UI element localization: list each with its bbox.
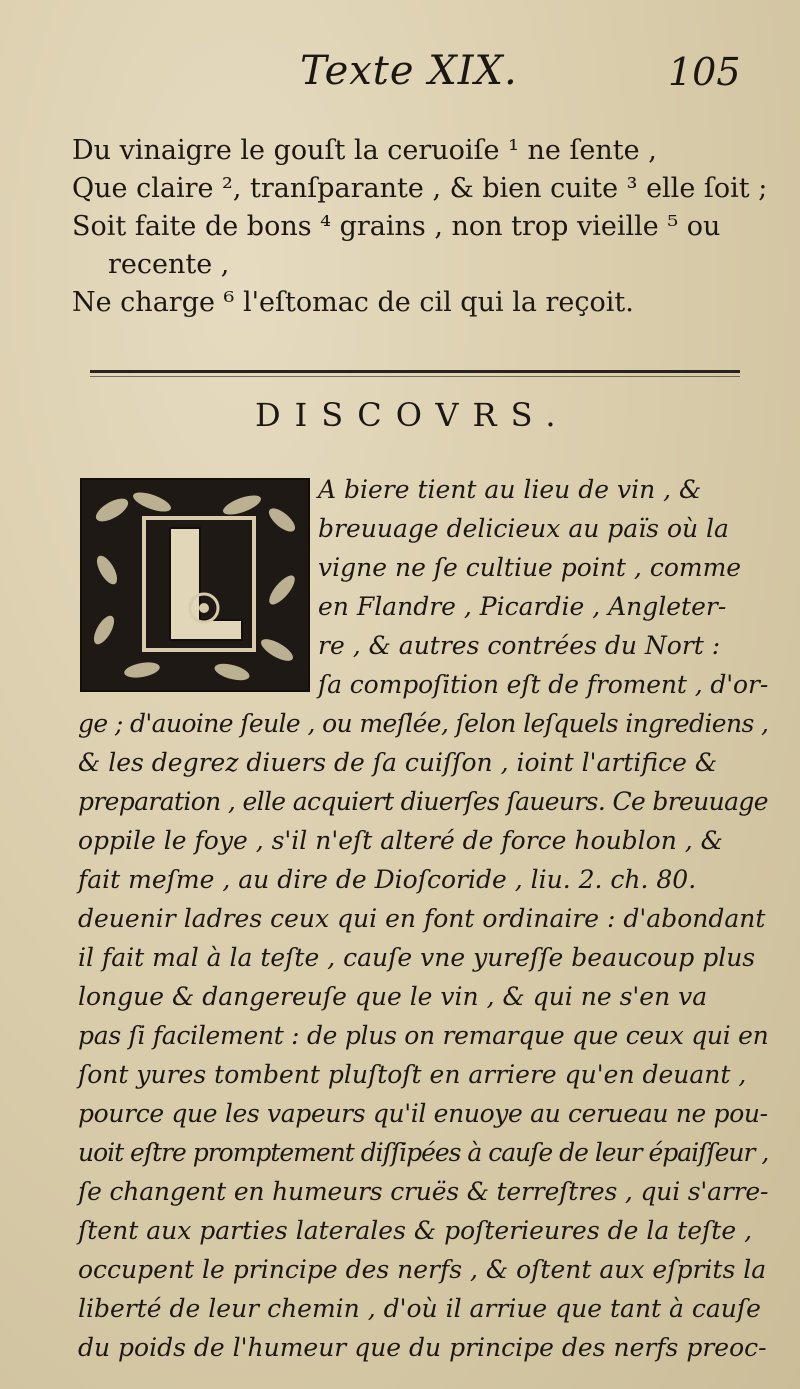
prose-line: vigne ne ſe cultiue point , comme — [318, 553, 742, 582]
section-divider — [90, 370, 740, 373]
verse-line: Du vinaigre le gouſt la ceruoiſe ¹ ne ſente , — [72, 135, 657, 166]
prose-line: A biere tient au lieu de vin , & — [318, 475, 702, 504]
prose-line: occupent le principe des nerfs , & oſtent aux eſprits la — [78, 1255, 767, 1284]
section-heading: DISCOVRS. — [255, 396, 570, 434]
prose-line: pas ſi facilement : de plus on remarque que ceux qui en — [78, 1021, 769, 1050]
prose-line: pource que les vapeurs qu'il enuoye au cerueau ne pou- — [78, 1099, 768, 1128]
prose-line: longue & dangereuſe que le vin , & qui ne s'en va — [78, 982, 708, 1011]
page-header — [0, 40, 800, 100]
running-title: Texte XIX. — [300, 48, 518, 94]
prose-line: breuuage delicieux au païs où la — [318, 514, 729, 543]
prose-line: preparation , elle acquiert diuerſes ſaueurs. Ce breuuage — [78, 787, 768, 816]
prose-line: ſtent aux parties laterales & poſterieures de la teſte , — [78, 1216, 753, 1245]
prose-line: fait meſme , au dire de Dioſcoride , liu. 2. ch. 80. — [78, 865, 697, 894]
discourse-text — [78, 470, 768, 1367]
prose-line: du poids de l'humeur que du principe des nerfs preoc- — [78, 1333, 767, 1362]
page-number: 105 — [668, 50, 741, 94]
prose-line: ſe changent en humeurs cruës & terreſtres , qui s'arre- — [78, 1177, 769, 1206]
prose-line: il fait mal à la teſte , cauſe vne yureſſe beaucoup plus — [78, 943, 756, 972]
verse-line: Ne charge ⁶ l'eſtomac de cil qui la reçoit. — [72, 287, 634, 318]
prose-line: oppile le foye , s'il n'eſt alteré de force houblon , & — [78, 826, 723, 855]
prose-line: ge ; d'auoine ſeule , ou meſlée, ſelon leſquels ingrediens , — [78, 709, 769, 738]
prose-line: en Flandre , Picardie , Angleter- — [318, 592, 727, 621]
section-divider-thin — [90, 376, 740, 377]
prose-line: ſa compoſition eſt de froment , d'or- — [318, 670, 769, 699]
prose-line: ſont yures tombent pluſtoſt en arriere qu'en deuant , — [78, 1060, 747, 1089]
prose-line: deuenir ladres ceux qui en font ordinaire : d'abondant — [78, 904, 766, 933]
prose-line: re , & autres contrées du Nort : — [318, 631, 721, 660]
prose-line: liberté de leur chemin , d'où il arriue que tant à cauſe — [78, 1294, 761, 1323]
verse-block — [72, 132, 772, 322]
verse-line: Que claire ², tranſparante , & bien cuite ³ elle ſoit ; — [72, 173, 768, 204]
verse-line: Soit faite de bons ⁴ grains , non trop vieille ⁵ ou — [72, 211, 721, 242]
prose-line: uoit eſtre promptement diſſipées à cauſe de leur épaiſſeur , — [78, 1138, 769, 1167]
prose-line: & les degrez diuers de ſa cuiſſon , ioint l'artifice & — [78, 748, 718, 777]
verse-line: recente , — [108, 249, 230, 280]
